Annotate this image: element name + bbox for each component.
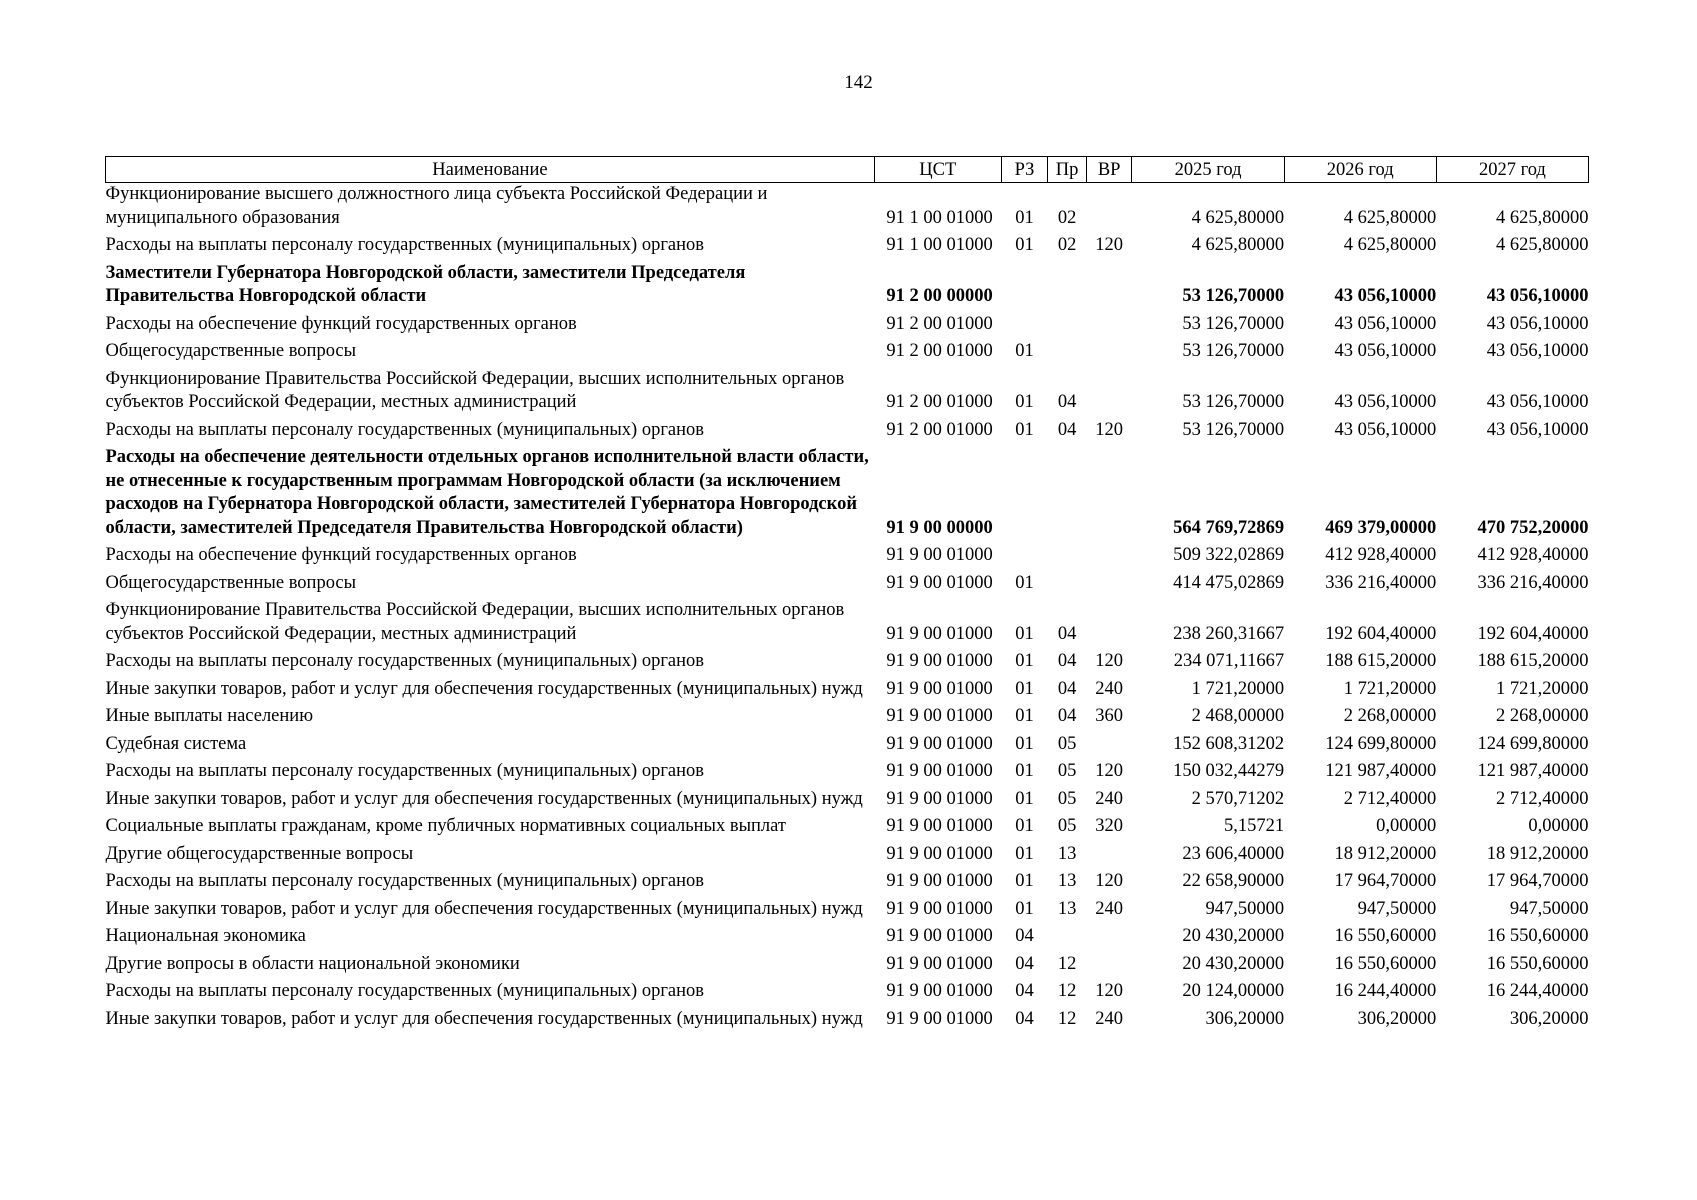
row-name: Функционирование Правительства Российской Федерации, высших исполнительных органов субъектов Российской Федерации, местных администраций: [105, 600, 845, 644]
row-amount-2025: 2 570,71202: [1191, 788, 1285, 809]
row-vr: [1086, 313, 1132, 341]
row-pr: [1048, 313, 1087, 341]
row-name: Иные закупки товаров, работ и услуг для обеспечения государственных (муниципальных) нужд: [105, 678, 863, 699]
row-vr: [1086, 446, 1132, 544]
table-body: [106, 183, 1589, 1036]
row-amount-2026: 947,50000: [1357, 898, 1437, 919]
header-2027: 2027 год: [1436, 157, 1588, 183]
row-rz: 01: [1015, 207, 1034, 228]
row-amount-2027: 947,50000: [1509, 898, 1589, 919]
row-cst: 91 9 00 01000: [886, 816, 993, 836]
row-rz: [1001, 544, 1048, 572]
row-pr: [1048, 446, 1087, 544]
row-pr: 13: [1057, 871, 1077, 891]
row-vr: 360: [1095, 706, 1124, 726]
row-name: Другие вопросы в области национальной экономики: [105, 953, 520, 974]
row-name: Иные закупки товаров, работ и услуг для обеспечения государственных (муниципальных) нужд: [105, 788, 863, 809]
row-cst: 91 9 00 01000: [886, 788, 993, 809]
row-cst: 91 2 00 01000: [886, 313, 993, 334]
row-name: Заместители Губернатора Новгородской области, заместители Председателя Правительства Новгородской области: [105, 262, 746, 306]
row-vr: [1086, 368, 1132, 419]
table-row: [106, 599, 1589, 650]
row-rz: 01: [1015, 706, 1034, 726]
row-name: Расходы на выплаты персоналу государственных (муниципальных) органов: [105, 871, 705, 891]
row-amount-2025: 53 126,70000: [1182, 313, 1285, 334]
row-amount-2025: 947,50000: [1205, 898, 1285, 919]
row-pr: 05: [1057, 816, 1077, 836]
row-pr: 02: [1057, 235, 1077, 255]
row-amount-2026: 192 604,40000: [1325, 623, 1437, 644]
row-name: Расходы на обеспечение функций государственных органов: [105, 313, 577, 334]
row-name: Иные выплаты населению: [105, 706, 314, 726]
table-row: [106, 650, 1589, 678]
row-amount-2025: 564 769,72869: [1173, 517, 1285, 538]
row-cst: 91 1 00 01000: [886, 207, 993, 228]
row-amount-2025: 53 126,70000: [1182, 286, 1285, 306]
row-amount-2025: 2 468,00000: [1191, 706, 1285, 726]
row-amount-2025: 509 322,02869: [1173, 545, 1285, 565]
row-amount-2026: 43 056,10000: [1334, 313, 1437, 334]
header-2025: 2025 год: [1132, 157, 1284, 183]
row-rz: 01: [1015, 419, 1034, 440]
row-cst: 91 9 00 01000: [886, 545, 993, 565]
row-rz: 04: [1015, 981, 1034, 1001]
row-rz: 01: [1015, 651, 1034, 671]
row-amount-2027: 124 699,80000: [1477, 733, 1589, 754]
row-amount-2025: 53 126,70000: [1182, 392, 1285, 412]
row-amount-2027: 43 056,10000: [1486, 313, 1589, 334]
row-amount-2026: 469 379,00000: [1325, 517, 1437, 538]
row-amount-2025: 4 625,80000: [1191, 235, 1285, 255]
table-row: [106, 572, 1589, 600]
row-pr: 05: [1057, 733, 1077, 754]
row-vr: 120: [1095, 761, 1124, 781]
row-pr: 04: [1057, 419, 1077, 440]
row-rz: [1001, 313, 1048, 341]
header-row: [106, 157, 1589, 183]
table-row: [106, 733, 1589, 761]
row-vr: [1086, 843, 1132, 871]
table-row: [106, 419, 1589, 447]
row-rz: 01: [1015, 816, 1034, 836]
row-amount-2025: 5,15721: [1224, 816, 1285, 836]
table-row: [106, 843, 1589, 871]
row-pr: 04: [1057, 706, 1077, 726]
table-row: [106, 870, 1589, 898]
table-row: [106, 678, 1589, 706]
row-rz: 01: [1015, 843, 1034, 864]
row-amount-2026: 43 056,10000: [1334, 419, 1437, 440]
row-name: Расходы на обеспечение функций государственных органов: [105, 545, 577, 565]
row-cst: 91 9 00 01000: [886, 871, 993, 891]
row-amount-2025: 4 625,80000: [1191, 207, 1285, 228]
table-row: [106, 234, 1589, 262]
row-amount-2026: 306,20000: [1357, 1008, 1437, 1029]
table-row: [106, 183, 1589, 235]
row-amount-2025: 234 071,11667: [1173, 651, 1285, 671]
row-rz: 01: [1015, 678, 1034, 699]
row-name: Национальная экономика: [105, 926, 306, 946]
row-rz: 01: [1015, 871, 1034, 891]
row-rz: 01: [1015, 235, 1034, 255]
row-amount-2027: 43 056,10000: [1486, 286, 1589, 306]
row-pr: 13: [1057, 898, 1077, 919]
row-rz: 01: [1015, 392, 1034, 412]
row-amount-2025: 53 126,70000: [1182, 419, 1285, 440]
row-amount-2026: 4 625,80000: [1343, 235, 1437, 255]
row-name: Иные закупки товаров, работ и услуг для обеспечения государственных (муниципальных) нужд: [105, 898, 863, 919]
row-cst: 91 2 00 01000: [886, 419, 993, 440]
row-amount-2027: 306,20000: [1509, 1008, 1589, 1029]
table-row: [106, 788, 1589, 816]
row-pr: 04: [1057, 623, 1077, 644]
row-amount-2027: 2 268,00000: [1496, 706, 1589, 726]
row-amount-2026: 43 056,10000: [1334, 392, 1437, 412]
row-amount-2025: 238 260,31667: [1173, 623, 1285, 644]
row-rz: 01: [1015, 788, 1034, 809]
row-name: Расходы на обеспечение деятельности отдельных органов исполнительной власти области, не отнесенные к государственным программам Новгородской области (за исключением расходов на Губернатора Новгородской области, заместителей Губернатора Новгородской области, заместителей Председателя Правительства Новгородской области): [105, 447, 869, 538]
row-amount-2026: 17 964,70000: [1334, 871, 1437, 891]
row-rz: [1001, 446, 1048, 544]
row-amount-2026: 1 721,20000: [1343, 678, 1437, 699]
row-vr: [1086, 572, 1132, 600]
row-cst: 91 9 00 01000: [886, 651, 993, 671]
row-cst: 91 9 00 01000: [886, 981, 993, 1001]
row-amount-2026: 16 244,40000: [1334, 981, 1437, 1001]
row-name: Социальные выплаты гражданам, кроме публичных нормативных социальных выплат: [105, 816, 786, 836]
row-cst: 91 2 00 00000: [886, 286, 993, 306]
row-pr: 04: [1057, 651, 1077, 671]
row-vr: [1086, 340, 1132, 368]
row-amount-2026: 16 550,60000: [1334, 926, 1437, 946]
row-vr: [1086, 953, 1132, 981]
row-name: Функционирование высшего должностного лица субъекта Российской Федерации и муниципального образования: [105, 184, 768, 228]
row-amount-2026: 2 268,00000: [1343, 706, 1437, 726]
row-amount-2025: 150 032,44279: [1173, 761, 1285, 781]
row-pr: [1048, 925, 1087, 953]
row-amount-2026: 2 712,40000: [1343, 788, 1437, 809]
row-pr: 12: [1057, 953, 1077, 974]
table-row: [106, 705, 1589, 733]
table-row: [106, 446, 1589, 544]
row-amount-2025: 23 606,40000: [1182, 843, 1285, 864]
header-name: Наименование: [106, 157, 875, 183]
page-number: 142: [844, 72, 873, 93]
table-row: [106, 898, 1589, 926]
row-rz: 01: [1015, 733, 1034, 754]
row-pr: [1048, 262, 1087, 313]
row-cst: 91 2 00 01000: [886, 341, 993, 361]
row-amount-2027: 0,00000: [1528, 816, 1589, 836]
row-amount-2027: 2 712,40000: [1496, 788, 1589, 809]
row-amount-2025: 306,20000: [1205, 1008, 1285, 1029]
table-row: [106, 1008, 1589, 1036]
row-amount-2025: 20 430,20000: [1182, 953, 1285, 974]
row-rz: 01: [1015, 623, 1034, 644]
row-name: Расходы на выплаты персоналу государственных (муниципальных) органов: [105, 235, 705, 255]
row-cst: 91 9 00 01000: [886, 678, 993, 699]
row-amount-2027: 188 615,20000: [1477, 651, 1589, 671]
table-row: [106, 760, 1589, 788]
row-vr: 240: [1095, 1008, 1124, 1029]
row-amount-2026: 43 056,10000: [1334, 341, 1437, 361]
row-pr: [1048, 544, 1087, 572]
row-amount-2027: 336 216,40000: [1477, 572, 1589, 593]
row-amount-2026: 188 615,20000: [1325, 651, 1437, 671]
row-amount-2027: 470 752,20000: [1477, 517, 1589, 538]
row-name: Общегосударственные вопросы: [105, 341, 357, 361]
table-header: [106, 157, 1589, 183]
row-amount-2026: 124 699,80000: [1325, 733, 1437, 754]
row-amount-2025: 20 124,00000: [1182, 981, 1285, 1001]
row-amount-2027: 17 964,70000: [1486, 871, 1589, 891]
row-pr: 04: [1057, 678, 1077, 699]
row-amount-2025: 1 721,20000: [1191, 678, 1285, 699]
row-name: Расходы на выплаты персоналу государственных (муниципальных) органов: [105, 761, 705, 781]
row-amount-2026: 412 928,40000: [1325, 545, 1437, 565]
row-rz: [1001, 262, 1048, 313]
row-cst: 91 9 00 01000: [886, 572, 993, 593]
row-amount-2027: 4 625,80000: [1496, 207, 1589, 228]
header-2026: 2026 год: [1284, 157, 1436, 183]
row-vr: 120: [1095, 235, 1124, 255]
row-amount-2027: 43 056,10000: [1486, 392, 1589, 412]
row-cst: 91 9 00 01000: [886, 898, 993, 919]
row-name: Судебная система: [105, 733, 247, 754]
row-amount-2027: 192 604,40000: [1477, 623, 1589, 644]
row-cst: 91 9 00 01000: [886, 706, 993, 726]
row-rz: 04: [1015, 926, 1034, 946]
row-amount-2026: 16 550,60000: [1334, 953, 1437, 974]
row-amount-2025: 152 608,31202: [1173, 733, 1285, 754]
row-name: Функционирование Правительства Российской Федерации, высших исполнительных органов субъектов Российской Федерации, местных администраций: [105, 368, 845, 412]
row-amount-2027: 4 625,80000: [1496, 235, 1589, 255]
row-vr: [1086, 262, 1132, 313]
row-rz: 01: [1015, 572, 1034, 593]
table-row: [106, 262, 1589, 313]
row-amount-2026: 0,00000: [1376, 816, 1437, 836]
row-amount-2027: 16 550,60000: [1486, 953, 1589, 974]
header-cst: ЦСТ: [874, 157, 1001, 183]
row-cst: 91 9 00 01000: [886, 761, 993, 781]
row-pr: 12: [1057, 1008, 1077, 1029]
row-amount-2025: 20 430,20000: [1182, 926, 1285, 946]
table-row: [106, 368, 1589, 419]
row-vr: 120: [1095, 651, 1124, 671]
row-cst: 91 1 00 01000: [886, 235, 993, 255]
row-pr: 05: [1057, 761, 1077, 781]
row-amount-2025: 53 126,70000: [1182, 341, 1285, 361]
row-vr: [1086, 599, 1132, 650]
row-rz: 01: [1015, 761, 1034, 781]
table-row: [106, 340, 1589, 368]
row-amount-2026: 43 056,10000: [1334, 286, 1437, 306]
row-name: Расходы на выплаты персоналу государственных (муниципальных) органов: [105, 419, 705, 440]
row-amount-2026: 18 912,20000: [1334, 843, 1437, 864]
row-cst: 91 9 00 01000: [886, 953, 993, 974]
table-row: [106, 980, 1589, 1008]
row-vr: 320: [1095, 816, 1124, 836]
row-vr: [1086, 733, 1132, 761]
row-name: Расходы на выплаты персоналу государственных (муниципальных) органов: [105, 981, 705, 1001]
row-vr: 120: [1095, 419, 1124, 440]
row-cst: 91 9 00 01000: [886, 733, 993, 754]
row-vr: 120: [1095, 981, 1124, 1001]
table-row: [106, 925, 1589, 953]
header-pr: Пр: [1048, 157, 1087, 183]
table-row: [106, 544, 1589, 572]
row-rz: 01: [1015, 341, 1034, 361]
header-rz: РЗ: [1001, 157, 1048, 183]
row-amount-2026: 336 216,40000: [1325, 572, 1437, 593]
budget-table: [105, 156, 1589, 1035]
header-vr: ВР: [1086, 157, 1132, 183]
row-amount-2027: 16 550,60000: [1486, 926, 1589, 946]
row-amount-2025: 414 475,02869: [1173, 572, 1285, 593]
row-amount-2026: 121 987,40000: [1325, 761, 1437, 781]
row-amount-2027: 121 987,40000: [1477, 761, 1589, 781]
row-cst: 91 9 00 01000: [886, 843, 993, 864]
row-vr: [1086, 544, 1132, 572]
row-name: Другие общегосударственные вопросы: [105, 843, 414, 864]
row-pr: 04: [1057, 392, 1077, 412]
row-cst: 91 9 00 00000: [886, 517, 993, 538]
row-vr: 120: [1095, 871, 1124, 891]
row-rz: 04: [1015, 953, 1034, 974]
row-vr: 240: [1095, 678, 1124, 699]
row-pr: [1048, 340, 1087, 368]
table-row: [106, 815, 1589, 843]
row-cst: 91 9 00 01000: [886, 926, 993, 946]
row-vr: [1086, 925, 1132, 953]
row-rz: 01: [1015, 898, 1034, 919]
row-cst: 91 9 00 01000: [886, 623, 993, 644]
row-amount-2025: 22 658,90000: [1182, 871, 1285, 891]
row-pr: 05: [1057, 788, 1077, 809]
row-pr: 12: [1057, 981, 1077, 1001]
row-name: Расходы на выплаты персоналу государственных (муниципальных) органов: [105, 651, 705, 671]
row-amount-2027: 412 928,40000: [1477, 545, 1589, 565]
row-pr: 13: [1057, 843, 1077, 864]
row-amount-2027: 43 056,10000: [1486, 341, 1589, 361]
row-vr: 240: [1095, 898, 1124, 919]
row-pr: [1048, 572, 1087, 600]
row-amount-2027: 43 056,10000: [1486, 419, 1589, 440]
row-vr: [1086, 183, 1132, 235]
row-rz: 04: [1015, 1008, 1034, 1029]
row-amount-2027: 18 912,20000: [1486, 843, 1589, 864]
row-name: Общегосударственные вопросы: [105, 572, 357, 593]
row-amount-2026: 4 625,80000: [1343, 207, 1437, 228]
row-name: Иные закупки товаров, работ и услуг для обеспечения государственных (муниципальных) нужд: [105, 1008, 863, 1029]
row-cst: 91 9 00 01000: [886, 1008, 993, 1029]
row-amount-2027: 16 244,40000: [1486, 981, 1589, 1001]
row-vr: 240: [1095, 788, 1124, 809]
table-row: [106, 953, 1589, 981]
table-row: [106, 313, 1589, 341]
row-pr: 02: [1057, 207, 1077, 228]
row-amount-2027: 1 721,20000: [1496, 678, 1589, 699]
row-cst: 91 2 00 01000: [886, 392, 993, 412]
